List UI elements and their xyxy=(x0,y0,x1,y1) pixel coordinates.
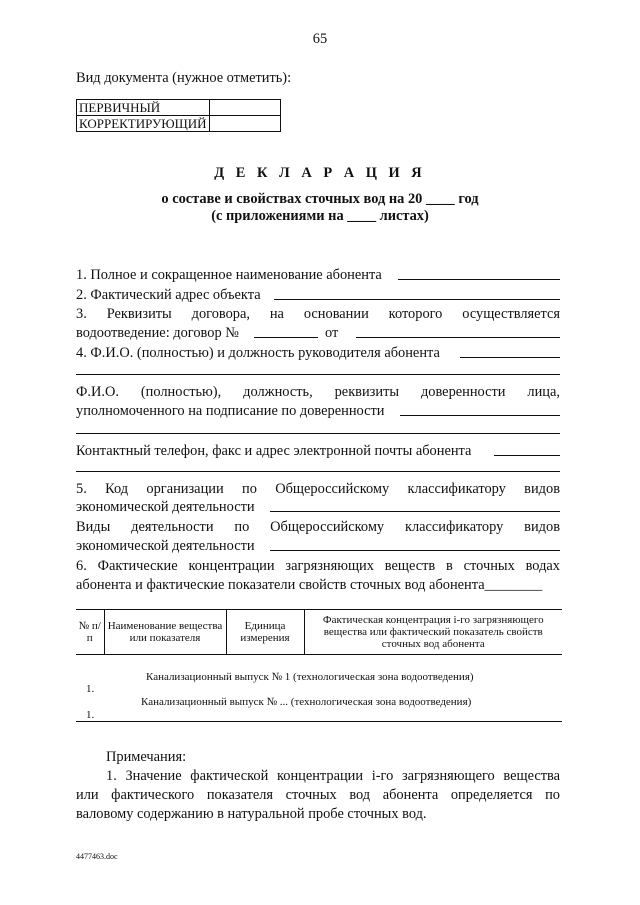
outlet-1-label: Канализационный выпуск № 1 (технологическая зона водоотведения) xyxy=(146,671,474,683)
rep-line1: Ф.И.О. (полностью), должность, реквизиты доверенности лица, xyxy=(76,384,560,400)
field-3-line1: 3. Реквизиты договора, на основании которого осуществляется xyxy=(76,306,560,322)
outlet-n-number: 1. xyxy=(86,709,95,721)
field-1-input-line[interactable] xyxy=(398,279,560,280)
field-4-input-line[interactable] xyxy=(460,357,560,358)
field-2-label: 2. Фактический адрес объекта xyxy=(76,287,261,303)
field-5b-line2: экономической деятельности xyxy=(76,538,255,554)
field-5-line2: экономической деятельности xyxy=(76,499,255,515)
col-substance-header: Наименование вещества или показателя xyxy=(104,610,226,655)
concentration-table xyxy=(76,609,562,655)
col-number-header: № п/п xyxy=(76,610,104,655)
declaration-title: Д Е К Л А Р А Ц И Я xyxy=(214,165,426,181)
outlet-n-label: Канализационный выпуск № ... (технологическая зона водоотведения) xyxy=(141,696,472,708)
field-5-line1: 5. Код организации по Общероссийскому классификатору видов xyxy=(76,481,560,497)
field-4-continuation-line[interactable] xyxy=(76,374,560,375)
table-header-row xyxy=(76,610,562,655)
contacts-label: Контактный телефон, факс и адрес электронной почты абонента xyxy=(76,443,472,459)
rep-line2: уполномоченного на подписание по доверенности xyxy=(76,403,385,419)
doc-type-prompt: Вид документа (нужное отметить): xyxy=(76,70,292,86)
page-number: 65 xyxy=(312,31,328,47)
doc-type-table xyxy=(76,99,281,132)
doc-type-row-primary xyxy=(77,100,281,116)
doc-type-row-correcting xyxy=(77,116,281,132)
rep-continuation-line[interactable] xyxy=(76,433,560,434)
table-bottom-border xyxy=(76,721,562,722)
outlet-1-number: 1. xyxy=(86,683,95,695)
contacts-continuation-line[interactable] xyxy=(76,471,560,472)
note-1-line3: валовому содержанию в натуральной пробе сточных вод. xyxy=(76,806,427,822)
field-5-input-line[interactable] xyxy=(270,511,560,512)
declaration-subtitle: о составе и свойствах сточных вод на 20 ____ год xyxy=(161,191,479,207)
field-5b-line1: Виды деятельности по Общероссийскому классификатору видов xyxy=(76,519,560,535)
field-3-contract-date-line[interactable] xyxy=(356,337,560,338)
doc-type-correcting-checkbox[interactable] xyxy=(210,116,281,132)
note-1-line1: 1. Значение фактической концентрации i-го загрязняющего вещества xyxy=(106,768,560,784)
field-5b-input-line[interactable] xyxy=(270,550,560,551)
field-4-label: 4. Ф.И.О. (полностью) и должность руководителя абонента xyxy=(76,345,440,361)
field-6-line2: абонента и фактические показатели свойств сточных вод абонента________ xyxy=(76,577,543,593)
field-3-contract-label: водоотведение: договор № xyxy=(76,325,239,341)
col-concentration-header: Фактическая концентрация i-го загрязняющего вещества или фактический показатель свойств сточных вод абонента xyxy=(304,610,562,655)
doc-type-primary-checkbox[interactable] xyxy=(210,100,281,116)
col-unit-header: Единица измерения xyxy=(226,610,304,655)
notes-heading: Примечания: xyxy=(106,749,187,765)
field-3-contract-number-line[interactable] xyxy=(254,337,318,338)
field-6-line1: 6. Фактические концентрации загрязняющих веществ в сточных водах xyxy=(76,558,560,574)
note-1-line2: или фактического показателя сточных вод абонента определяется по xyxy=(76,787,560,803)
file-name-footer: 4477463.doc xyxy=(76,852,118,861)
field-2-input-line[interactable] xyxy=(274,299,560,300)
doc-type-correcting-label: КОРРЕКТИРУЮЩИЙ xyxy=(77,116,210,132)
field-3-from-label: от xyxy=(325,325,339,341)
rep-input-line[interactable] xyxy=(400,415,560,416)
field-1-label: 1. Полное и сокращенное наименование абонента xyxy=(76,267,382,283)
doc-type-primary-label: ПЕРВИЧНЫЙ xyxy=(77,100,210,116)
contacts-input-line[interactable] xyxy=(494,455,560,456)
declaration-attachments: (с приложениями на ____ листах) xyxy=(211,208,429,224)
